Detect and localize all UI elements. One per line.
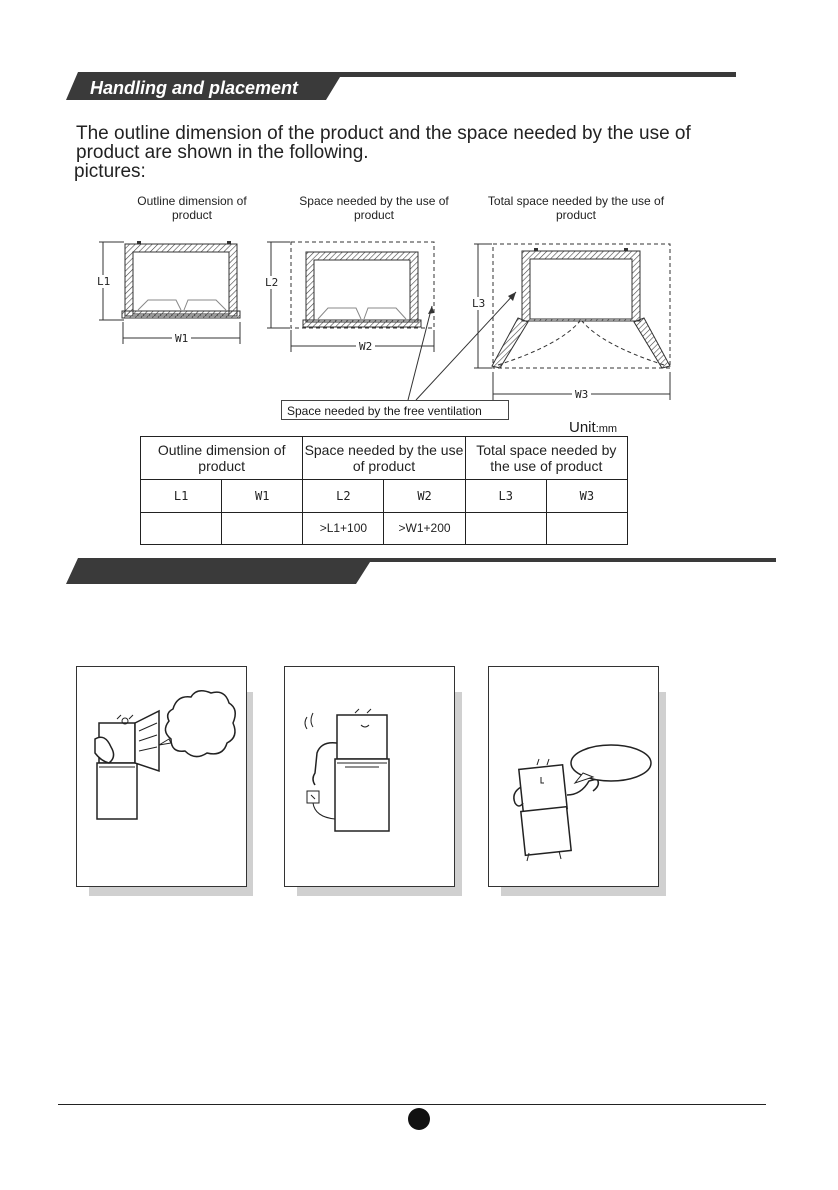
table-cell: >W1+200 bbox=[384, 512, 465, 544]
table-cell bbox=[222, 512, 303, 544]
diagram-space bbox=[267, 242, 434, 352]
unit-label bbox=[569, 419, 617, 436]
dimensions-table bbox=[140, 436, 628, 545]
caption-outline: Outline dimension of product bbox=[137, 194, 247, 222]
caption-total-space: Total space needed by the use of product bbox=[487, 194, 665, 222]
section-banner-2 bbox=[0, 550, 838, 590]
table-subheader: W3 bbox=[546, 480, 627, 512]
section-title-handling: Handling and placement bbox=[90, 78, 299, 98]
page-number-marker bbox=[408, 1108, 430, 1130]
illustration-card-1 bbox=[76, 666, 247, 887]
table-subheader: L1 bbox=[141, 480, 222, 512]
table-subheader: L3 bbox=[465, 480, 546, 512]
fridge-unplug-illustration bbox=[285, 667, 454, 886]
table-subheader: W1 bbox=[222, 480, 303, 512]
label-w1: W1 bbox=[172, 332, 191, 345]
illustration-card-2 bbox=[284, 666, 455, 887]
footer-rule bbox=[58, 1104, 766, 1105]
label-l1: L1 bbox=[97, 275, 111, 288]
label-w2: W2 bbox=[356, 340, 375, 353]
label-w3: W3 bbox=[572, 388, 591, 401]
caption-space: Space needed by the use of product bbox=[299, 194, 449, 222]
fridge-open-door-illustration bbox=[77, 667, 246, 886]
table-header: Total space needed by the use of product bbox=[465, 437, 627, 480]
illustration-card-3 bbox=[488, 666, 659, 887]
unit-value: :mm bbox=[595, 423, 618, 435]
unit-text: Unit bbox=[569, 419, 596, 436]
table-cell: >L1+100 bbox=[303, 512, 384, 544]
label-l2: L2 bbox=[265, 276, 279, 289]
diagram-outline bbox=[99, 241, 240, 344]
intro-line-3: pictures: bbox=[74, 161, 146, 182]
table-subheader: L2 bbox=[303, 480, 384, 512]
intro-line-2: product are shown in the following. bbox=[76, 142, 369, 163]
table-header: Space needed by the use of product bbox=[303, 437, 465, 480]
intro-line-1: The outline dimension of the product and the space needed by the use of bbox=[76, 123, 691, 144]
table-header: Outline dimension of product bbox=[141, 437, 303, 480]
ventilation-label: Space needed by the free ventilation bbox=[281, 400, 509, 420]
fridge-speaking-illustration bbox=[489, 667, 658, 886]
dimension-diagrams bbox=[0, 0, 838, 440]
table-subheader: W2 bbox=[384, 480, 465, 512]
label-l3: L3 bbox=[472, 297, 486, 310]
table-cell bbox=[546, 512, 627, 544]
table-cell bbox=[465, 512, 546, 544]
table-cell bbox=[141, 512, 222, 544]
diagram-total-space bbox=[474, 244, 670, 400]
